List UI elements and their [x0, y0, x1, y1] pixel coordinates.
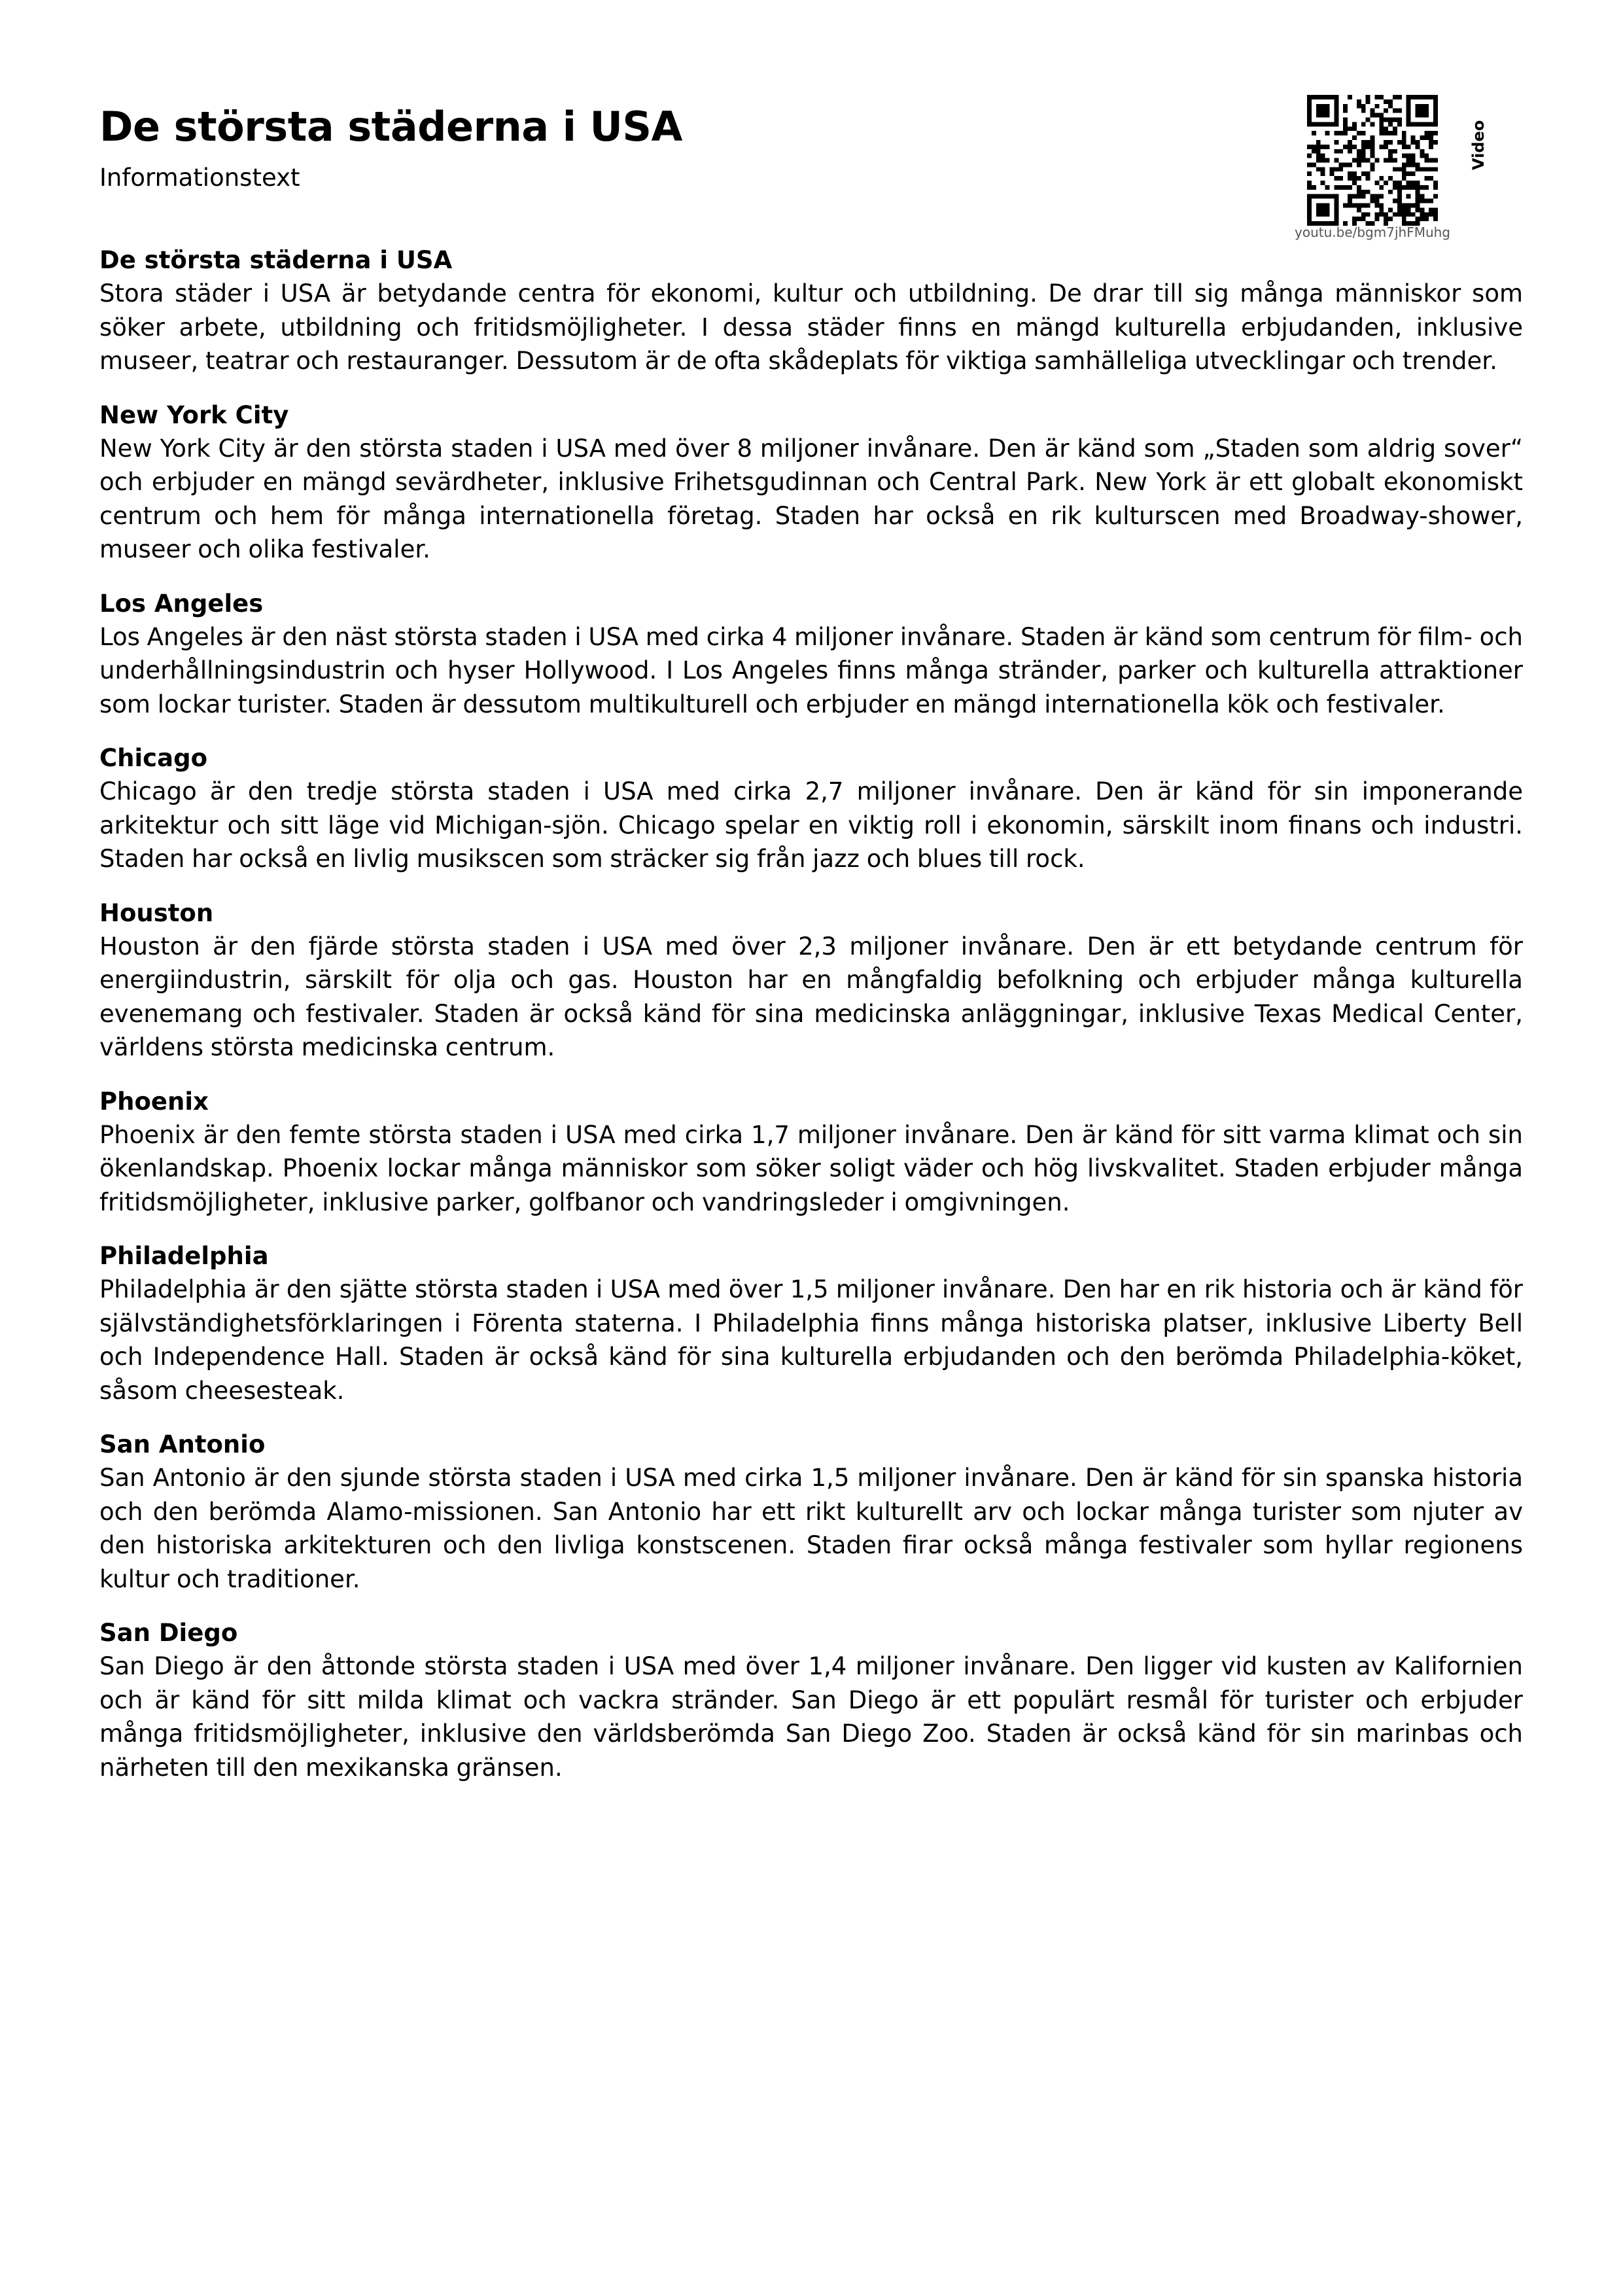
- qr-code-block[interactable]: [1281, 95, 1477, 245]
- section: [99, 1428, 1523, 1596]
- section-heading: De största städerna i USA: [99, 246, 453, 274]
- section-paragraph: Chicago är den tredje största staden i USA med cirka 2,7 miljoner invånare. Den är känd för sin imponerande arkitektur och sitt läge vid Michigan-sjön. Chicago spelar en viktig roll i ekonomin, särskilt inom finans och industri. Staden har också en livlig musikscen som sträcker sig från jazz och blues till rock.: [99, 777, 1523, 873]
- section-heading: Philadelphia: [99, 1242, 269, 1270]
- page-title: De största städerna i USA: [99, 103, 683, 150]
- section: [99, 896, 1523, 1065]
- section-paragraph: New York City är den största staden i USA med över 8 miljoner invånare. Den är känd som „Staden som aldrig sover“ och erbjuder en mängd sevärdheter, inklusive Frihetsgudinnan och Central Park. New York är ett globalt ekonomiskt centrum och hem för många internationella företag. Staden har också en rik kulturscen med Broadway-shower, museer och olika festivaler.: [99, 434, 1523, 563]
- section-heading: New York City: [99, 400, 289, 429]
- section-paragraph: Philadelphia är den sjätte största staden i USA med över 1,5 miljoner invånare. Den har en rik historia och är känd för självständighetsförklaringen i Förenta staterna. I Philadelphia finns många historiska platser, inklusive Liberty Bell och Independence Hall. Staden är också känd för sina kulturella erbjudanden och den berömda Philadelphia-köket, såsom cheesesteak.: [99, 1275, 1523, 1405]
- video-label: Video: [1469, 120, 1488, 170]
- section: [99, 1239, 1523, 1407]
- section: [99, 243, 1523, 378]
- section-heading: Chicago: [99, 744, 207, 772]
- section-paragraph: San Diego är den åttonde största staden i USA med över 1,4 miljoner invånare. Den ligger vid kusten av Kalifornien och är känd för sitt milda klimat och vackra stränder. San Diego är ett populärt resmål för turister och erbjuder många fritidsmöjligheter, inklusive den världsberömda San Diego Zoo. Staden är också känd för sin marinbas och närheten till den mexikanska gränsen.: [99, 1652, 1523, 1782]
- page-subtitle: Informationstext: [99, 164, 300, 192]
- qr-code-icon[interactable]: [1307, 95, 1438, 226]
- section-paragraph: San Antonio är den sjunde största staden i USA med cirka 1,5 miljoner invånare. Den är känd för sin spanska historia och den berömda Alamo-missionen. San Antonio har ett rikt kulturellt arv och lockar många turister som njuter av den historiska arkitekturen och den livliga konstscenen. Staden firar också många festivaler som hyllar regionens kultur och traditioner.: [99, 1464, 1523, 1593]
- section-heading: San Diego: [99, 1619, 238, 1647]
- section: [99, 398, 1523, 567]
- section-paragraph: Stora städer i USA är betydande centra för ekonomi, kultur och utbildning. De drar till sig många människor som söker arbete, utbildning och fritidsmöjligheter. I dessa städer finns en mängd kulturella erbjudanden, inklusive museer, teatrar och restauranger. Dessutom är de ofta skådeplats för viktiga samhälleliga utvecklingar och trender.: [99, 279, 1523, 375]
- qr-url-link[interactable]: youtu.be/bgm7jhFMuhg: [1295, 224, 1450, 240]
- section-heading: San Antonio: [99, 1430, 266, 1458]
- section: [99, 1616, 1523, 1784]
- article-body: [99, 243, 1523, 1805]
- section: [99, 587, 1523, 722]
- section-paragraph: Los Angeles är den näst största staden i USA med cirka 4 miljoner invånare. Staden är känd som centrum för film- och underhållningsindustrin och hyser Hollywood. I Los Angeles finns många stränder, parker och kulturella attraktioner som lockar turister. Staden är dessutom multikulturell och erbjuder en mängd internationella kök och festivaler.: [99, 622, 1523, 718]
- section-paragraph: Houston är den fjärde största staden i USA med över 2,3 miljoner invånare. Den är ett betydande centrum för energiindustrin, särskilt för olja och gas. Houston har en mångfaldig befolkning och erbjuder många kulturella evenemang och festivaler. Staden är också känd för sina medicinska anläggningar, inklusive Texas Medical Center, världens största medicinska centrum.: [99, 932, 1523, 1061]
- section-heading: Los Angeles: [99, 589, 264, 618]
- section-heading: Phoenix: [99, 1087, 209, 1116]
- section-heading: Houston: [99, 898, 214, 927]
- section-paragraph: Phoenix är den femte största staden i USA med cirka 1,7 miljoner invånare. Den är känd för sitt varma klimat och sin ökenlandskap. Phoenix lockar många människor som söker soligt väder och hög livskvalitet. Staden erbjuder många fritidsmöjligheter, inklusive parker, golfbanor och vandringsleder i omgivningen.: [99, 1120, 1523, 1216]
- section: [99, 741, 1523, 876]
- section: [99, 1085, 1523, 1220]
